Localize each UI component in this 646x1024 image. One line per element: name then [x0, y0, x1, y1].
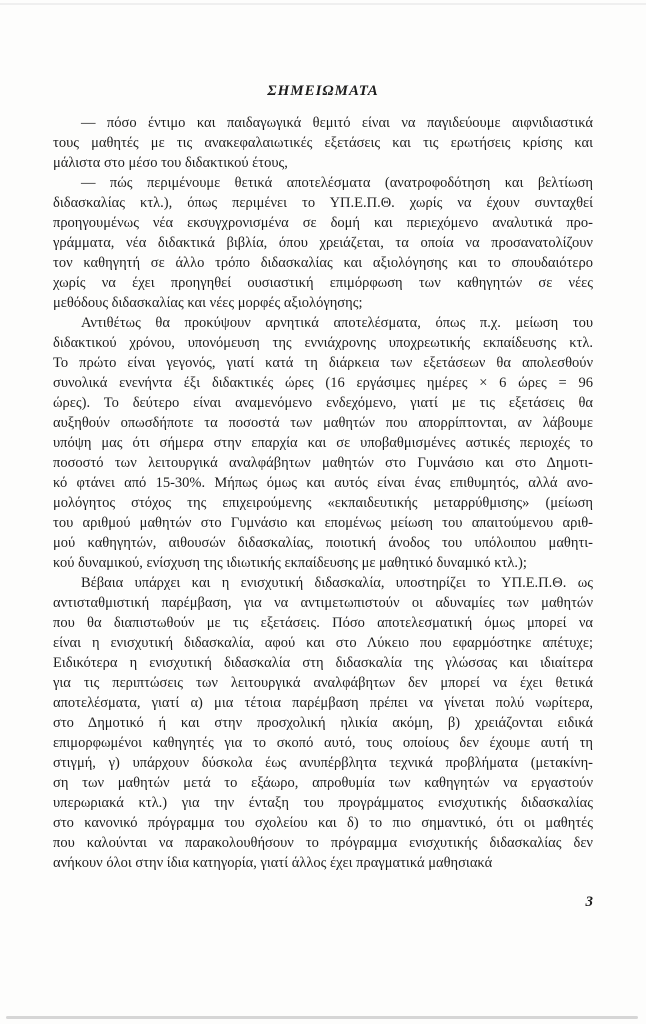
- text-line: διδασκαλίας κτλ.), όπως περιμένει το ΥΠ.Ε.Π.Θ. χωρίς να έχουν συνταχθεί: [53, 195, 593, 211]
- text-line: επιμορφωμένοι καθηγητές για το σκοπό αυτό, τους οποίους δεν έχουμε αυτή τη: [53, 735, 593, 751]
- text-line: διδακτικού χρόνου, υπονόμευση της εννιάχρονης υποχρεωτικής εκπαίδευσης κτλ.: [53, 335, 593, 351]
- text-line: στο Δημοτικό ή και στην προσχολική ηλικία ακόμη, β) χρειάζονται ειδικά: [53, 715, 593, 731]
- text-line: Το πρώτο είναι γεγονός, γιατί κατά τη διάρκεια των εξετάσεων θα απολεσθούν: [53, 355, 593, 371]
- text-line: προηγουμένως νέα εκσυγχρονισμένα σε δομή και περιεχόμενο αναλυτικά προ-: [53, 215, 593, 231]
- text-line: που καλούνται να παρακολουθήσουν το πρόγραμμα ενισχυτικής διδασκαλίας δεν: [53, 835, 593, 851]
- text-line: συνολικά ενενήντα έξι διδακτικές ώρες (16 εργάσιμες ημέρες × 6 ώρες = 96: [53, 375, 593, 391]
- text-line: ποσοστό των λειτουργικά αναλφάβητων μαθητών στο Γυμνάσιο και στο Δημοτι-: [53, 455, 593, 471]
- text-line: του αριθμού μαθητών στο Γυμνάσιο και επομένως μείωση του απαιτούμενου αριθ-: [53, 515, 593, 531]
- text-line: στο κανονικό πρόγραμμα του σχολείου και δ) το πιο σημαντικό, ότι οι μαθητές: [53, 815, 593, 831]
- text-line: αυξηθούν οπωσδήποτε τα ποσοστά των μαθητών που απορρίπτονται, αν λάβουμε: [53, 415, 593, 431]
- text-line: — πόσο έντιμο και παιδαγωγικά θεμιτό είναι να παγιδεύουμε αιφνιδιαστικά: [81, 115, 593, 131]
- text-line: υπερωριακά κτλ.) για την ένταξη του προγράμματος ενισχυτικής διδασκαλίας: [53, 795, 593, 811]
- text-line: για τις περιπτώσεις των λειτουργικά αναλφάβητων δεν μπορεί να έχει θετικά: [53, 675, 593, 691]
- text-line: γράμματα, νέα διδακτικά βιβλία, όπου χρειάζεται, τα οποία να προσανατολίζουν: [53, 235, 593, 251]
- text-line: μού καθηγητών, αιθουσών διδασκαλίας, ποιοτική άνοδος του υπόλοιπου μαθητι-: [53, 535, 593, 551]
- text-line: στιγμή, γ) υπάρχουν δύσκολα έως ανυπέρβλητα τεχνικά προβλήματα (μετακίνη-: [53, 755, 593, 771]
- text-line: μολόγητος στόχος της επιχειρούμενης «εκπαιδευτικής μεταρρύθμισης» (μείωση: [53, 495, 593, 511]
- text-line: ση των μαθητών μετά το εξάωρο, απροθυμία των καθηγητών να εργαστούν: [53, 775, 593, 791]
- text-line: χωρίς να έχει προηγηθεί ουσιαστική επιμόρφωση των καθηγητών σε νέες: [53, 275, 593, 291]
- text-line: είναι η ενισχυτική διδασκαλία, αφού και στο Λύκειο που εφαρμόστηκε απέτυχε;: [53, 635, 593, 651]
- text-line: τον καθηγητή σε άλλο τρόπο διδασκαλίας και αξιολόγησης και το σπουδαιότερο: [53, 255, 593, 271]
- text-line: — πώς περιμένουμε θετικά αποτελέσματα (ανατροφοδότηση και βελτίωση: [81, 175, 593, 191]
- paragraph: [53, 173, 593, 313]
- text-line: κό φτάνει από 15-30%. Μήπως όμως και αυτός είναι ένας επιθυμητός, αλλά ανο-: [53, 475, 593, 491]
- text-line: αποτελέσματα, γιατί α) μια τέτοια παρέμβαση πρέπει να γίνεται πολύ νωρίτερα,: [53, 695, 593, 711]
- text-line: τους μαθητές με τις ανακεφαλαιωτικές εξετάσεις και τις ερωτήσεις κρίσης και: [53, 135, 593, 151]
- text-line: μάλιστα στο μέσο του διδακτικού έτους,: [53, 155, 288, 171]
- text-line: υπόψη μας ότι σήμερα στην επαρχία και σε υποβαθμισμένες αστικές περιοχές το: [53, 435, 593, 451]
- page-title: ΣΗΜΕΙΩΜΑΤΑ: [267, 83, 379, 99]
- scan-artifact-top: [0, 3, 646, 5]
- text-line: Ειδικότερα η ενισχυτική διδασκαλία στη διδασκαλία της γλώσσας και ιδιαίτερα: [53, 655, 593, 671]
- text-line: κού δυναμικού, ενίσχυση της ιδιωτικής εκπαίδευσης με μαθητικό δυναμικό κτλ.);: [53, 555, 527, 571]
- page-number: 3: [585, 894, 593, 910]
- paragraph: [53, 573, 593, 873]
- text-line: μεθόδους διδασκαλίας και νέες μορφές αξιολόγησης;: [53, 295, 363, 311]
- scan-artifact-bottom: [6, 1016, 638, 1019]
- text-line: αντισταθμιστική παρέμβαση, για να αντιμετωπιστούν οι αδυναμίες των μαθητών: [53, 595, 593, 611]
- text-line: Αντιθέτως θα προκύψουν αρνητικά αποτελέσματα, όπως π.χ. μείωση του: [81, 315, 593, 331]
- text-line: ώρες). Το δεύτερο είναι αναμενόμενο ενδεχόμενο, γιατί με τις εξετάσεις θα: [53, 395, 593, 411]
- text-line: Βέβαια υπάρχει και η ενισχυτική διδασκαλία, υποστηρίζει το ΥΠ.Ε.Π.Θ. ως: [81, 575, 593, 591]
- text-body: [53, 113, 593, 873]
- text-line: ανήκουν όλοι στην ίδια κατηγορία, γιατί άλλος έχει πραγματικά μαθησιακά: [53, 855, 493, 871]
- paragraph: [53, 313, 593, 573]
- text-line: που θα διαπιστωθούν με τις εξετάσεις. Πόσο αποτελεσματική όμως μπορεί να: [53, 615, 593, 631]
- paragraph: [53, 113, 593, 173]
